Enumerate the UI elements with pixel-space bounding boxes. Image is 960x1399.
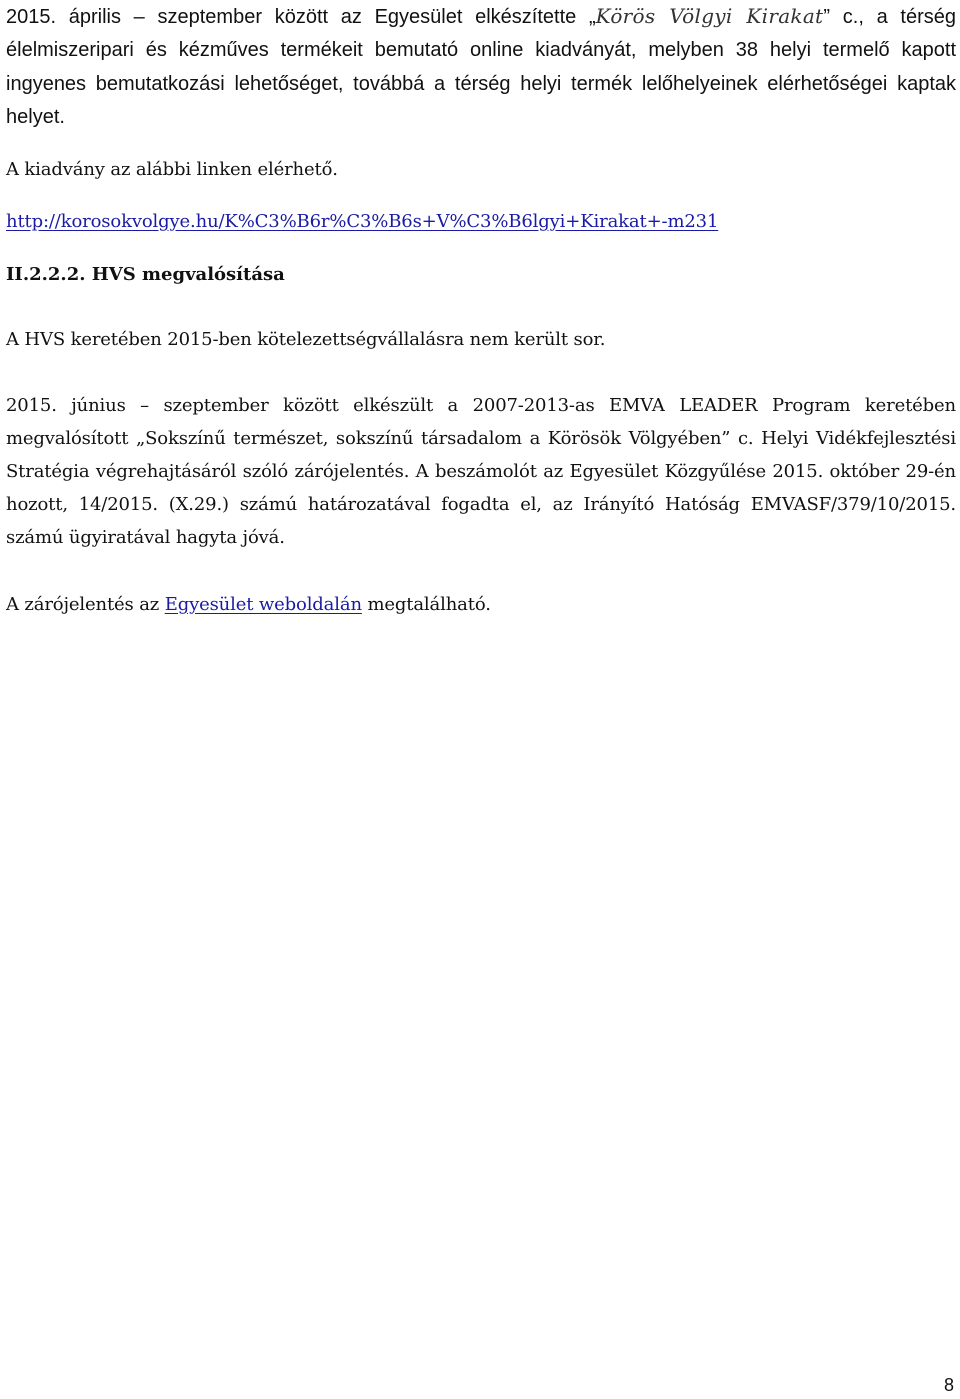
publication-link-paragraph: [6, 205, 718, 238]
intro-text-end: ” c., a térség élelmiszeripari és kézműves termékeit bemutató online kiadványát, melyben 38 helyi termelő kapott ingyenes bemutatkozási lehetőséget, továbbá a térség helyi termék lelőhelyeinek elérhetőségei kaptak helyet.: [6, 6, 956, 128]
report-paragraph: 2015. június – szeptember között elkészült a 2007-2013-as EMVA LEADER Program keretében megvalósított „Sokszínű természet, sokszínű társadalom a Körösök Völgyében” c. Helyi Vidékfejlesztési Stratégia végrehajtásáról szóló zárójelentés. A beszámolót az Egyesület Közgyűlése 2015. október 29-én hozott, 14/2015. (X.29.) számú határozatával fogadta el, az Irányító Hatóság EMVASF/379/10/2015. számú ügyiratával hagyta jóvá.: [6, 395, 956, 548]
final-text-end: megtalálható.: [361, 594, 491, 615]
section-heading: II.2.2.2. HVS megvalósítása: [6, 264, 285, 285]
intro-paragraph: [6, 0, 956, 134]
page-number: 8: [943, 1375, 954, 1395]
availability-text: A kiadvány az alábbi linken elérhető.: [6, 159, 338, 180]
hvs-paragraph: A HVS keretében 2015-ben kötelezettségvállalásra nem került sor.: [6, 329, 606, 350]
final-text-start: A zárójelentés az: [6, 594, 165, 615]
final-paragraph: [6, 588, 491, 621]
association-website-link[interactable]: Egyesület weboldalán: [164, 594, 362, 615]
publication-link[interactable]: http://korosokvolgye.hu/K%C3%B6r%C3%B6s+V%C3%B6lgyi+Kirakat+-m231: [6, 211, 719, 232]
intro-text-start: 2015. április – szeptember között az Egyesület elkészítette „: [6, 6, 596, 28]
publication-name: Körös Völgyi Kirakat: [595, 4, 824, 28]
